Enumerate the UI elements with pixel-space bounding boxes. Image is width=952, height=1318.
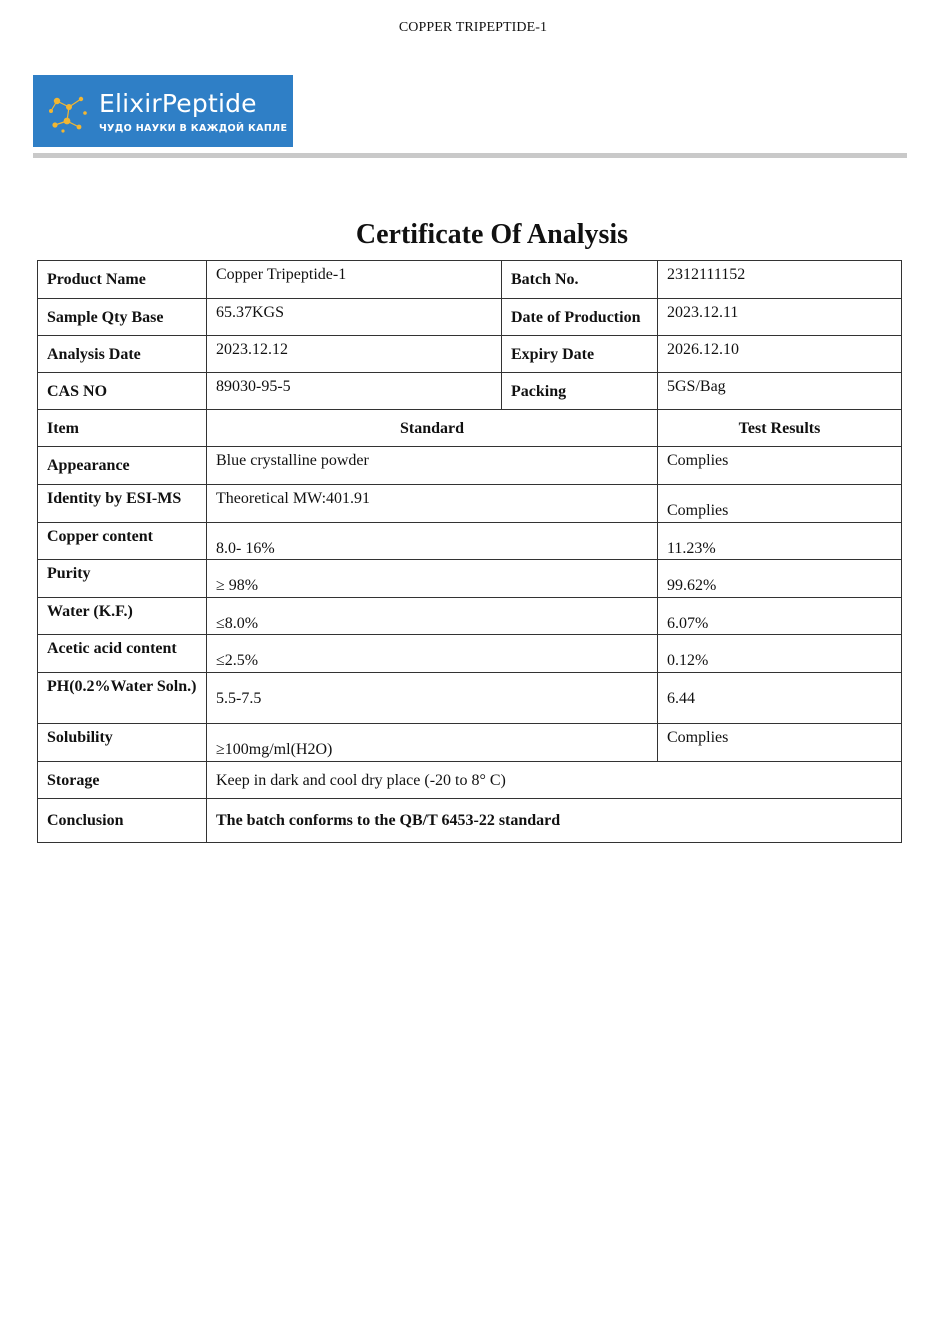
- production-date-label: Date of Production: [502, 299, 658, 336]
- test-row: [38, 485, 902, 523]
- info-row: [38, 261, 902, 299]
- info-row: [38, 373, 902, 410]
- sample-qty-value: 65.37KGS: [207, 299, 502, 336]
- test-row: [38, 447, 902, 485]
- result-column-header: Test Results: [658, 410, 902, 447]
- batch-value: 2312111152: [658, 261, 902, 299]
- test-standard: ≥100mg/ml(H2O): [207, 724, 658, 762]
- column-header-row: [38, 410, 902, 447]
- test-row: [38, 673, 902, 724]
- test-standard: 5.5-7.5: [207, 673, 658, 724]
- test-result: 11.23%: [658, 523, 902, 560]
- test-result: 99.62%: [658, 560, 902, 598]
- test-item: Acetic acid content: [38, 635, 207, 673]
- test-row: [38, 560, 902, 598]
- test-item: Purity: [38, 560, 207, 598]
- test-standard: ≥ 98%: [207, 560, 658, 598]
- test-result: Complies: [658, 485, 902, 523]
- test-result: 0.12%: [658, 635, 902, 673]
- test-result: Complies: [658, 447, 902, 485]
- storage-label: Storage: [38, 762, 207, 799]
- info-row: [38, 336, 902, 373]
- info-row: [38, 299, 902, 336]
- analysis-date-label: Analysis Date: [38, 336, 207, 373]
- item-column-header: Item: [38, 410, 207, 447]
- test-result: 6.44: [658, 673, 902, 724]
- conclusion-value: The batch conforms to the QB/T 6453-22 standard: [207, 799, 902, 843]
- storage-row: [38, 762, 902, 799]
- conclusion-label: Conclusion: [38, 799, 207, 843]
- product-name-label: Product Name: [38, 261, 207, 299]
- test-standard: ≤8.0%: [207, 598, 658, 635]
- product-name-value: Copper Tripeptide-1: [207, 261, 502, 299]
- test-item: Appearance: [38, 447, 207, 485]
- test-item: Copper content: [38, 523, 207, 560]
- test-standard: Blue crystalline powder: [207, 447, 658, 485]
- molecule-icon: [43, 87, 93, 137]
- logo-tagline: ЧУДО НАУКИ В КАЖДОЙ КАПЛЕ: [99, 123, 288, 134]
- test-item: PH(0.2%Water Soln.): [38, 673, 207, 724]
- packing-value: 5GS/Bag: [658, 373, 902, 410]
- standard-column-header: Standard: [207, 410, 658, 447]
- test-row: [38, 523, 902, 560]
- storage-value: Keep in dark and cool dry place (-20 to 8° C): [207, 762, 902, 799]
- batch-label: Batch No.: [502, 261, 658, 299]
- sample-qty-label: Sample Qty Base: [38, 299, 207, 336]
- page-title: Certificate Of Analysis: [355, 219, 629, 250]
- test-row: [38, 635, 902, 673]
- cas-label: CAS NO: [38, 373, 207, 410]
- logo-name: ElixirPeptide: [99, 89, 257, 118]
- test-standard: Theoretical MW:401.91: [207, 485, 658, 523]
- test-row: [38, 724, 902, 762]
- analysis-table: [37, 260, 902, 843]
- test-row: [38, 598, 902, 635]
- production-date-value: 2023.12.11: [658, 299, 902, 336]
- packing-label: Packing: [502, 373, 658, 410]
- test-item: Water (K.F.): [38, 598, 207, 635]
- expiry-date-value: 2026.12.10: [658, 336, 902, 373]
- test-result: Complies: [658, 724, 902, 762]
- test-result: 6.07%: [658, 598, 902, 635]
- header-divider: [33, 153, 907, 158]
- test-standard: ≤2.5%: [207, 635, 658, 673]
- conclusion-row: [38, 799, 902, 843]
- cas-value: 89030-95-5: [207, 373, 502, 410]
- test-item: Identity by ESI-MS: [38, 485, 207, 523]
- page-header: COPPER TRIPEPTIDE-1: [398, 20, 548, 35]
- test-standard: 8.0- 16%: [207, 523, 658, 560]
- expiry-date-label: Expiry Date: [502, 336, 658, 373]
- analysis-date-value: 2023.12.12: [207, 336, 502, 373]
- company-logo: [33, 75, 293, 147]
- test-item: Solubility: [38, 724, 207, 762]
